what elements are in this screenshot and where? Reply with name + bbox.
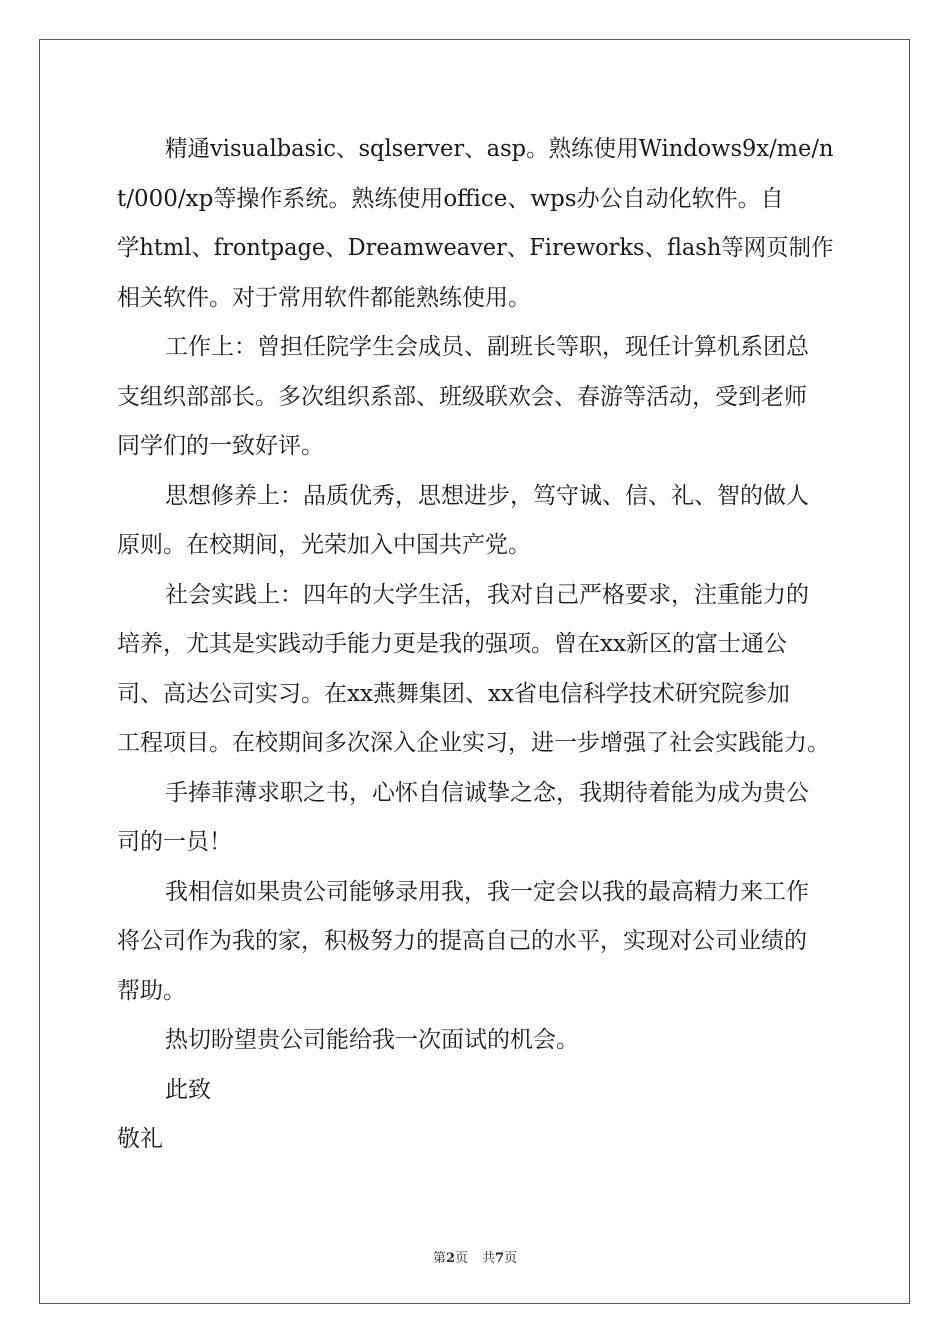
text-line: 工程项目。在校期间多次深入企业实习，进一步增强了社会实践能力。 [117,730,830,756]
text-line: 同学们的一致好评。 [117,433,324,459]
page-number-suffix: 页 [454,1251,468,1266]
text-line: 工作上：曾担任院学生会成员、副班长等职，现任计算机系团总 [165,334,809,360]
page-footer [0,1247,950,1266]
text-line: 思想修养上：品质优秀，思想进步，笃守诚、信、礼、智的做人 [165,482,809,509]
text-line: 学html、frontpage、Dreamweaver、Fireworks、flash等网页制作 [117,235,834,261]
page-total-prefix: 共 [482,1251,496,1266]
text-line: 精通visualbasic、sqlserver、asp。熟练使用Windows9x/me/n [165,136,834,162]
text-line: 培养，尤其是实践动手能力更是我的强项。曾在xx新区的富士通公 [117,631,787,657]
text-line: 支组织部部长。多次组织系部、班级联欢会、春游等活动，受到老师 [117,383,807,410]
text-line: 热切盼望贵公司能给我一次面试的机会。 [165,1027,579,1053]
page-number-current: 2 [445,1251,455,1266]
page-total: 7 [495,1251,505,1266]
text-line: 此致 [165,1076,211,1103]
text-line: t/000/xp等操作系统。熟练使用office、wps办公自动化软件。自 [117,185,784,212]
text-line: 帮助。 [117,977,186,1004]
page-number-prefix: 第 [432,1251,446,1266]
page-total-suffix: 页 [504,1251,518,1266]
text-line: 相关软件。对于常用软件都能熟练使用。 [117,284,531,311]
text-line: 将公司作为我的家，积极努力的提高自己的水平，实现对公司业绩的 [117,928,807,954]
text-line: 社会实践上：四年的大学生活，我对自己严格要求，注重能力的 [165,581,809,608]
text-line: 手捧菲薄求职之书，心怀自信诚挚之念，我期待着能为成为贵公 [165,779,809,806]
text-line: 司的一员！ [117,829,232,855]
text-line: 司、高达公司实习。在xx燕舞集团、xx省电信科学技术研究院参加 [117,680,790,707]
text-line: 原则。在校期间，光荣加入中国共产党。 [117,532,531,558]
text-line: 敬礼 [117,1126,163,1152]
text-line: 我相信如果贵公司能够录用我，我一定会以我的最高精力来工作 [165,878,809,905]
